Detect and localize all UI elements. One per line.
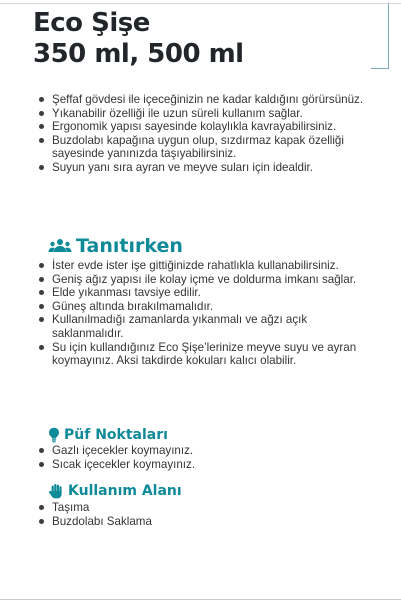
list-item: Suyun yanı sıra ayran ve meyve suları için idealdir. — [36, 161, 381, 175]
section-heading-label: Kullanım Alanı — [68, 483, 182, 499]
puf-noktalari-list — [36, 444, 381, 471]
section-heading-label: Püf Noktaları — [64, 427, 168, 443]
feature-list — [36, 93, 381, 175]
list-item: Güneş altında bırakılmamalıdır. — [36, 300, 381, 314]
list-item: Sıcak içecekler koymayınız. — [36, 458, 381, 472]
list-item: Kullanılmadığı zamanlarda yıkanmalı ve ağzı açık saklanmalıdır. — [36, 313, 381, 340]
product-title-line2: 350 ml, 500 ml — [33, 39, 244, 69]
corner-frame-horizontal — [371, 68, 389, 69]
section-heading-tanitirken — [48, 235, 183, 257]
people-group-icon — [48, 238, 72, 254]
product-title — [33, 8, 244, 70]
top-divider — [0, 3, 401, 4]
section-heading-puf-noktalari — [48, 427, 168, 443]
list-item: Taşıma — [36, 501, 381, 515]
list-item: Buzdolabı kapağına uygun olup, sızdırmaz kapak özelliği sayesinde yanınızda taşıyabilirsiniz. — [36, 134, 381, 161]
list-item: İster evde ister işe gittiğinizde rahatlıkla kullanabilirsiniz. — [36, 259, 381, 273]
tanitirken-list — [36, 259, 381, 368]
corner-frame-vertical — [388, 3, 389, 69]
lightbulb-icon — [48, 427, 60, 443]
list-item: Ergonomik yapısı sayesinde kolaylıkla kavrayabilirsiniz. — [36, 120, 381, 134]
hand-icon — [48, 483, 64, 499]
list-item: Geniş ağız yapısı ile kolay içme ve doldurma imkanı sağlar. — [36, 273, 381, 287]
list-item: Gazlı içecekler koymayınız. — [36, 444, 381, 458]
list-item: Su için kullandığınız Eco Şişe’lerinize meyve suyu ve ayran koymayınız. Aksi takdirde kokuları kalıcı olabilir. — [36, 341, 381, 368]
section-heading-kullanim-alani — [48, 483, 182, 499]
bottom-divider — [0, 599, 401, 600]
section-heading-label: Tanıtırken — [76, 235, 183, 257]
list-item: Yıkanabilir özelliği ile uzun süreli kullanım sağlar. — [36, 107, 381, 121]
kullanim-alani-list — [36, 501, 381, 528]
list-item: Elde yıkanması tavsiye edilir. — [36, 286, 381, 300]
list-item: Buzdolabı Saklama — [36, 515, 381, 529]
product-title-line1: Eco Şişe — [33, 8, 150, 38]
list-item: Şeffaf gövdesi ile içeceğinizin ne kadar kaldığını görürsünüz. — [36, 93, 381, 107]
